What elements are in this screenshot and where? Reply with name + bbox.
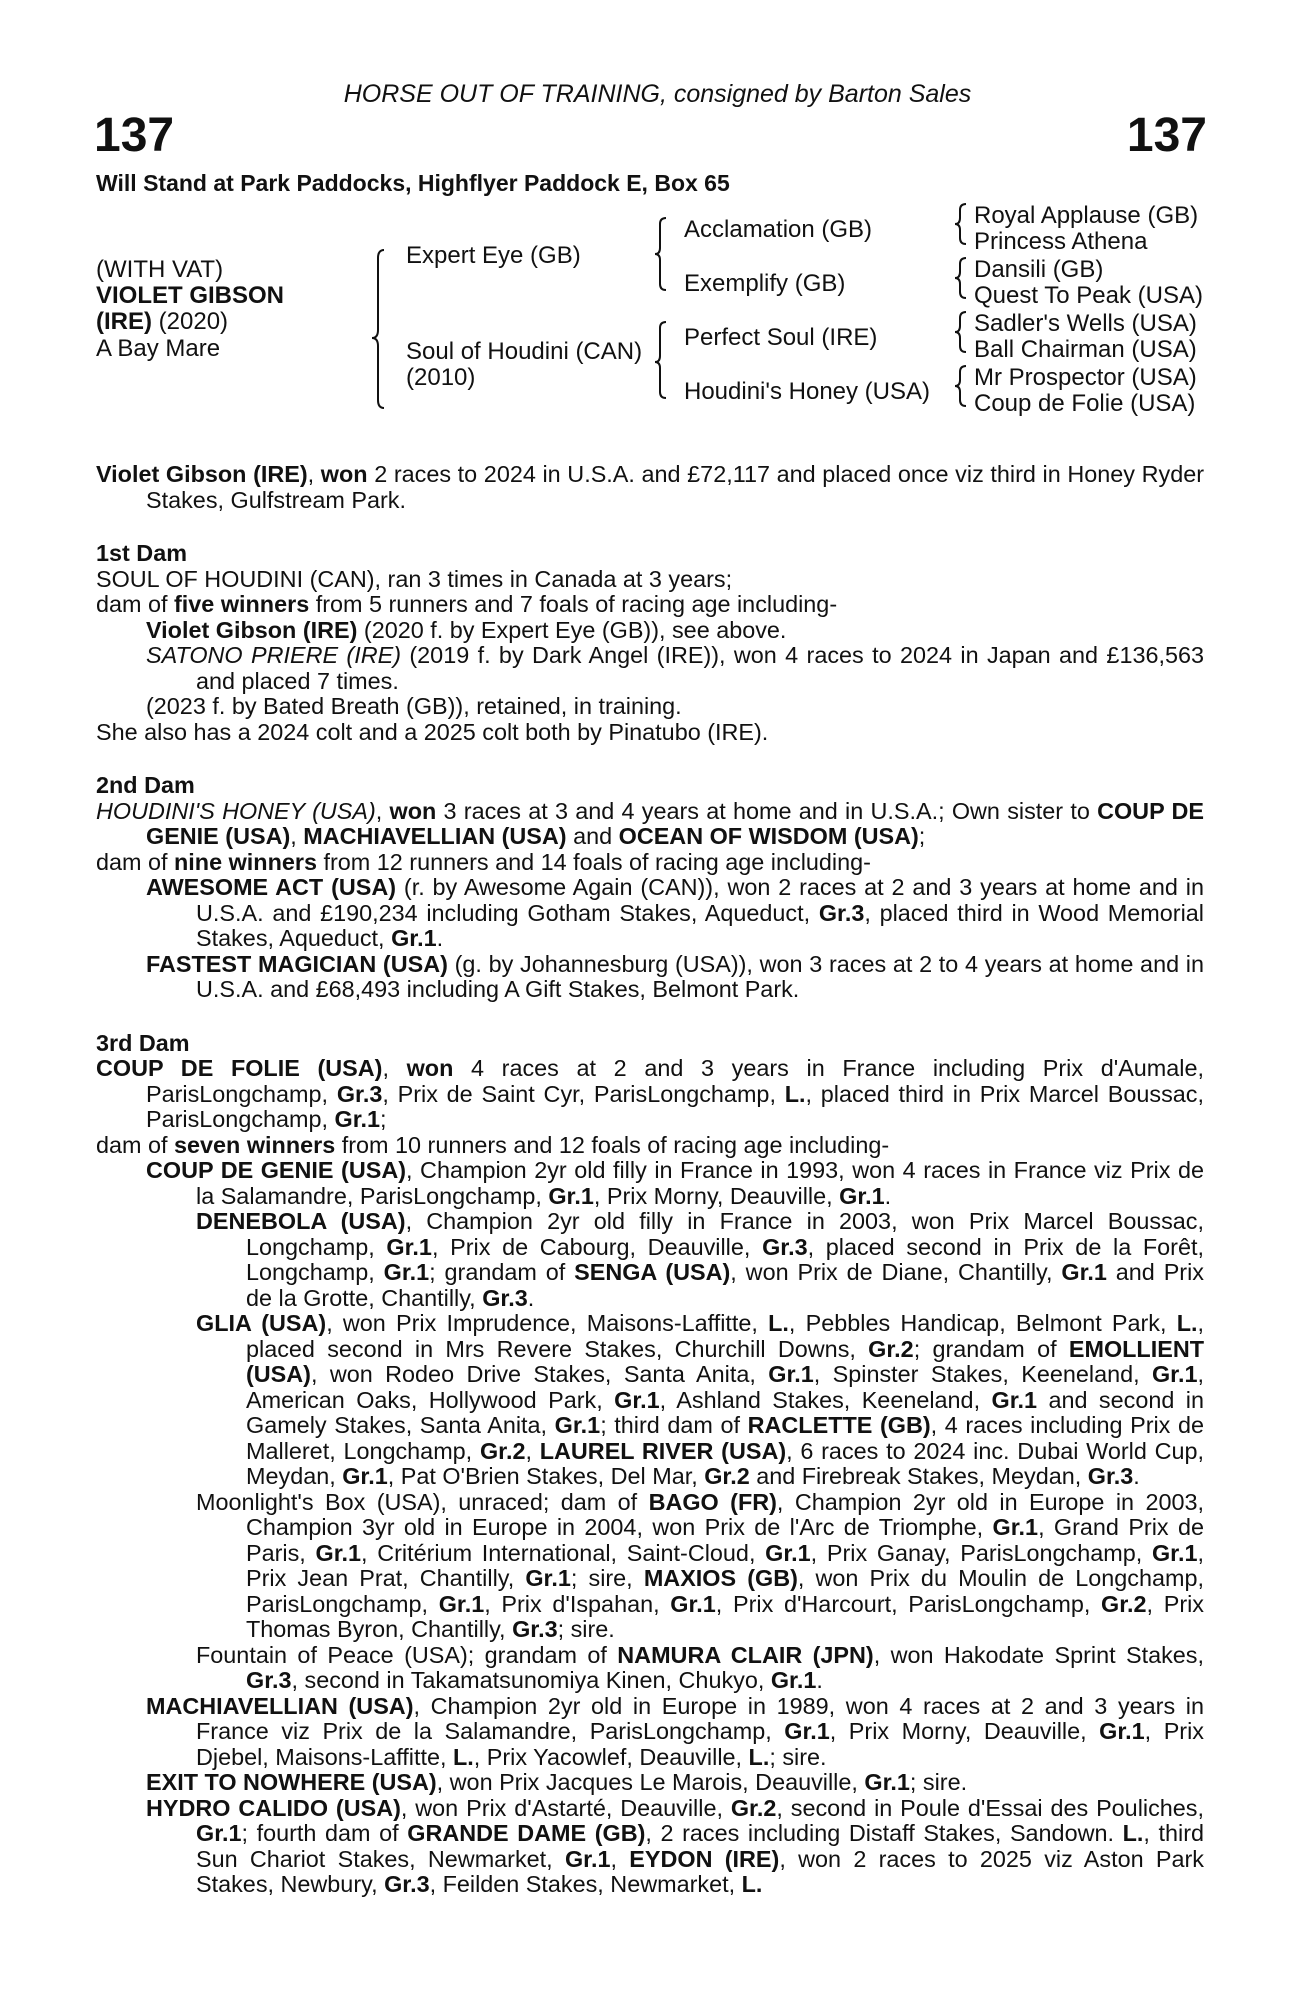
pedigree-sdd: Quest To Peak (USA) xyxy=(974,282,1203,309)
first-dam-produce-line: dam of five winners from 5 runners and 7 foals of racing age including- xyxy=(96,591,838,617)
pedigree-ssd: Princess Athena xyxy=(974,228,1148,255)
first-dam-younger: She also has a 2024 colt and a 2025 colt both by Pinatubo (IRE). xyxy=(96,718,769,745)
pedigree-sss: Royal Applause (GB) xyxy=(974,202,1199,229)
vat-label: (WITH VAT) xyxy=(96,256,224,283)
pedigree-dds: Mr Prospector (USA) xyxy=(974,364,1197,391)
second-dam-produce-line: dam of nine winners from 12 runners and 14 foals of racing age including- xyxy=(96,848,871,875)
pedigree-sds: Dansili (GB) xyxy=(974,256,1104,283)
produce-2023-filly: (2023 f. by Bated Breath (GB)), retained, in training. xyxy=(146,693,682,719)
pedigree-dam: Soul of Houdini (CAN) xyxy=(406,338,643,365)
horse-name: VIOLET GIBSON xyxy=(96,282,285,309)
produce-hydro-calido: HYDRO CALIDO (USA), won Prix d'Astarté, Deauville, Gr.2, second in Poule d'Essai des Pouliches, Gr.1; fourth dam of GRANDE DAME (GB), 2 races including Distaff Stakes, Sandown. L., third Sun Chariot Stakes, Newmarket, Gr.1, EYDON (IRE), won 2 races to 2025 viz Aston Park Stakes, Newbury, Gr.3, Feilden Stakes, Newmarket, L. xyxy=(146,1794,1204,1897)
first-dam-heading: 1st Dam xyxy=(96,540,188,566)
second-dam-heading: 2nd Dam xyxy=(96,772,195,798)
produce-fastest-magician: FASTEST MAGICIAN (USA) (g. by Johannesburg (USA)), won 3 races at 2 to 4 years at home and in U.S.A. and £68,493 including A Gift Stakes, Belmont Park. xyxy=(146,950,1204,1002)
pedigree-dam-year: (2010) xyxy=(406,364,476,391)
pedigree-dam-dam: Houdini's Honey (USA) xyxy=(684,378,931,405)
horse-name-line2: (IRE) (2020) xyxy=(96,308,229,335)
produce-violet-gibson: Violet Gibson (IRE) (2020 f. by Expert Eye (GB)), see above. xyxy=(146,616,787,643)
stand-info: Will Stand at Park Paddocks, Highflyer Paddock E, Box 65 xyxy=(96,170,730,196)
produce-machiavellian: MACHIAVELLIAN (USA), Champion 2yr old in Europe in 1989, won 4 races at 2 and 3 years in France viz Prix de la Salamandre, ParisLongchamp, Gr.1, Prix Morny, Deauville, Gr.1, Prix Djebel, Maisons-Laffitte, L., Prix Yacowlef, Deauville, L.; sire. xyxy=(146,1692,1204,1770)
produce-satono-priere: SATONO PRIERE (IRE) (2019 f. by Dark Angel (IRE)), won 4 races to 2024 in Japan and £136,563 and placed 7 times. xyxy=(146,642,1204,694)
pedigree-dsd: Ball Chairman (USA) xyxy=(974,336,1197,363)
produce-fountain-of-peace: Fountain of Peace (USA); grandam of NAMURA CLAIR (JPN), won Hakodate Sprint Stakes, Gr.3, second in Takamatsunomiya Kinen, Chukyo, Gr.1. xyxy=(196,1641,1204,1693)
pedigree-sire-dam: Exemplify (GB) xyxy=(684,270,846,297)
lot-number-right: 137 xyxy=(1126,109,1207,162)
produce-coup-de-genie: COUP DE GENIE (USA), Champion 2yr old filly in France in 1993, won 4 races in France viz Prix de la Salamandre, ParisLongchamp, Gr.1, Prix Morny, Deauville, Gr.1. xyxy=(146,1157,1204,1209)
horse-description: A Bay Mare xyxy=(96,335,221,362)
produce-denebola: DENEBOLA (USA), Champion 2yr old filly in France in 2003, won Prix Marcel Boussac, Longchamp, Gr.1, Prix de Cabourg, Deauville, Gr.3, placed second in Prix de la Forêt, Longchamp, Gr.1; grandam of SENGA (USA), won Prix de Diane, Chantilly, Gr.1 and Prix de la Grotte, Chantilly, Gr.3. xyxy=(196,1208,1204,1311)
catalogue-body xyxy=(96,462,1204,1898)
produce-moonlights-box: Moonlight's Box (USA), unraced; dam of BAGO (FR), Champion 2yr old in Europe in 2003, Champion 3yr old in Europe in 2004, won Prix de l'Arc de Triomphe, Gr.1, Grand Prix de Paris, Gr.1, Critérium International, Saint-Cloud, Gr.1, Prix Ganay, ParisLongchamp, Gr.1, Prix Jean Prat, Chantilly, Gr.1; sire, MAXIOS (GB), won Prix du Moulin de Longchamp, ParisLongchamp, Gr.1, Prix d'Ispahan, Gr.1, Prix d'Harcourt, ParisLongchamp, Gr.2, Prix Thomas Byron, Chantilly, Gr.3; sire. xyxy=(196,1488,1204,1642)
produce-exit-to-nowhere: EXIT TO NOWHERE (USA), won Prix Jacques Le Marois, Deauville, Gr.1; sire. xyxy=(146,1769,968,1795)
pedigree-dam-sire: Perfect Soul (IRE) xyxy=(684,324,878,351)
lot-number-left: 137 xyxy=(94,109,175,162)
third-dam-produce-line: dam of seven winners from 10 runners and 12 foals of racing age including- xyxy=(96,1131,890,1158)
horse-summary: Violet Gibson (IRE), won 2 races to 2024 in U.S.A. and £72,117 and placed once viz third in Honey Ryder Stakes, Gulfstream Park. xyxy=(96,461,1204,513)
catalogue-header: HORSE OUT OF TRAINING, consigned by Barton Sales xyxy=(343,80,972,108)
third-dam-line: COUP DE FOLIE (USA), won 4 races at 2 and 3 years in France including Prix d'Aumale, ParisLongchamp, Gr.3, Prix de Saint Cyr, ParisLongchamp, L., placed third in Prix Marcel Boussac, ParisLongchamp, Gr.1; xyxy=(96,1055,1205,1132)
first-dam-line: SOUL OF HOUDINI (CAN), ran 3 times in Canada at 3 years; xyxy=(96,565,733,592)
produce-awesome-act: AWESOME ACT (USA) (r. by Awesome Again (CAN)), won 2 races at 2 and 3 years at home and in U.S.A. and £190,234 including Gotham Stakes, Aqueduct, Gr.3, placed third in Wood Memorial Stakes, Aqueduct, Gr.1. xyxy=(146,874,1204,951)
third-dam-heading: 3rd Dam xyxy=(96,1029,190,1056)
pedigree-sire: Expert Eye (GB) xyxy=(406,242,581,269)
pedigree-sire-sire: Acclamation (GB) xyxy=(684,216,873,243)
second-dam-line: HOUDINI'S HONEY (USA), won 3 races at 3 and 4 years at home and in U.S.A.; Own sister to COUP DE GENIE (USA), MACHIAVELLIAN (USA) and OCEAN OF WISDOM (USA); xyxy=(96,797,1204,849)
pedigree-dss: Sadler's Wells (USA) xyxy=(974,310,1197,337)
pedigree-ddd: Coup de Folie (USA) xyxy=(974,390,1196,417)
produce-glia: GLIA (USA), won Prix Imprudence, Maisons-Laffitte, L., Pebbles Handicap, Belmont Park, L., placed second in Mrs Revere Stakes, Churchill Downs, Gr.2; grandam of EMOLLIENT (USA), won Rodeo Drive Stakes, Santa Anita, Gr.1, Spinster Stakes, Keeneland, Gr.1, American Oaks, Hollywood Park, Gr.1, Ashland Stakes, Keeneland, Gr.1 and second in Gamely Stakes, Santa Anita, Gr.1; third dam of RACLETTE (GB), 4 races including Prix de Malleret, Longchamp, Gr.2, LAUREL RIVER (USA), 6 races to 2024 inc. Dubai World Cup, Meydan, Gr.1, Pat O'Brien Stakes, Del Mar, Gr.2 and Firebreak Stakes, Meydan, Gr.3. xyxy=(196,1310,1205,1489)
